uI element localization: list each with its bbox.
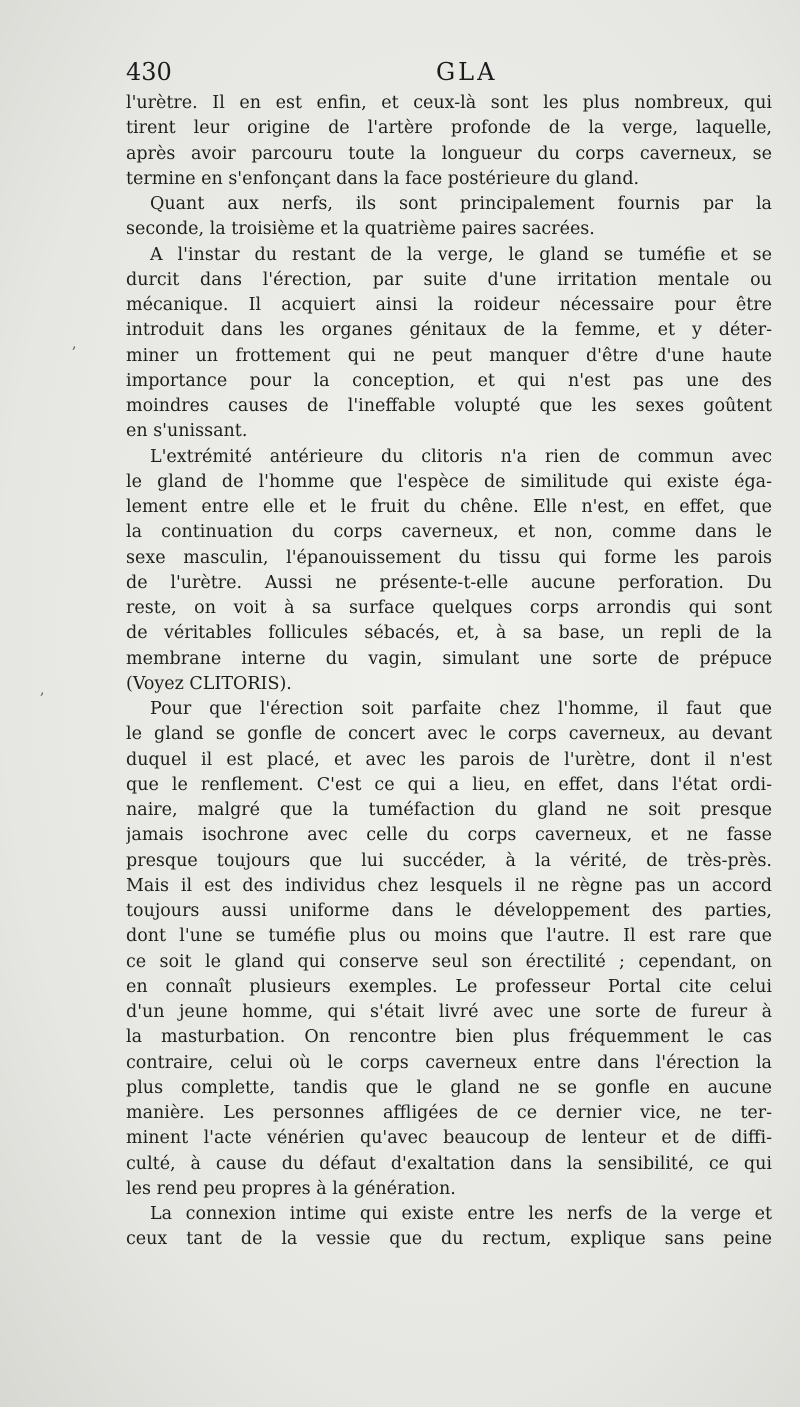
text-line: Pour que l'érection soit parfaite chez l'homme, il faut que	[150, 699, 772, 719]
text-line: le gland de l'homme que l'espèce de similitude qui existe éga-	[126, 471, 772, 492]
margin-mark: ,	[72, 336, 77, 352]
text-line: L'extrémité antérieure du clitoris n'a rien de commun avec	[150, 446, 772, 467]
text-line: seconde, la troisième et la quatrième paires sacrées.	[126, 219, 595, 240]
text-line: ce soit le gland qui conserve seul son érectilité ; cependant, on	[126, 951, 772, 972]
text-line: Mais il est des individus chez lesquels il ne règne pas un accord	[126, 875, 772, 896]
text-line: manière. Les personnes affligées de ce dernier vice, ne ter-	[126, 1103, 772, 1123]
text-line: sexe masculin, l'épanouissement du tissu qui forme les parois	[126, 547, 772, 568]
text-line: (Voyez CLITORIS).	[126, 673, 292, 694]
text-line: A l'instar du restant de la verge, le gland se tuméfie et se	[150, 244, 772, 265]
text-line: naire, malgré que la tuméfaction du gland ne soit presque	[126, 800, 772, 820]
text-line: lement entre elle et le fruit du chêne. Elle n'est, en effet, que	[126, 497, 772, 517]
text-line: reste, on voit à sa surface quelques corps arrondis qui sont	[126, 598, 772, 618]
text-line: que le renflement. C'est ce qui a lieu, en effet, dans l'état ordi-	[126, 774, 772, 795]
text-line: en s'unissant.	[126, 421, 248, 442]
text-line: Quant aux nerfs, ils sont principalement fournis par la	[150, 194, 772, 214]
text-line: jamais isochrone avec celle du corps caverneux, et ne fasse	[126, 825, 772, 846]
text-line: l'urètre. Il en est enfin, et ceux-là sont les plus nombreux, qui	[126, 93, 772, 113]
text-line: en connaît plusieurs exemples. Le professeur Portal cite celui	[126, 976, 772, 997]
text-line: duquel il est placé, et avec les parois de l'urètre, dont il n'est	[126, 749, 772, 770]
text-line: miner un frottement qui ne peut manquer d'être d'une haute	[126, 345, 772, 366]
running-title: GLA	[436, 58, 498, 86]
text-line: importance pour la conception, et qui n'est pas une des	[126, 370, 772, 391]
running-head	[126, 58, 772, 90]
text-line: le gland se gonfle de concert avec le corps caverneux, au devant	[126, 724, 772, 745]
text-line: ceux tant de la vessie que du rectum, explique sans peine	[126, 1229, 772, 1250]
text-line: culté, à cause du défaut d'exaltation dans la sensibilité, ce qui	[126, 1153, 772, 1174]
text-line: presque toujours que lui succéder, à la vérité, de très-près.	[126, 850, 772, 871]
body-text	[126, 91, 772, 1253]
text-line: moindres causes de l'ineffable volupté que les sexes goûtent	[126, 396, 772, 416]
text-line: de l'urètre. Aussi ne présente-t-elle aucune perforation. Du	[126, 572, 772, 593]
text-line: tirent leur origine de l'artère profonde de la verge, laquelle,	[126, 118, 772, 139]
text-line: minent l'acte vénérien qu'avec beaucoup de lenteur et de diffi-	[126, 1128, 772, 1149]
text-line: termine en s'enfonçant dans la face postérieure du gland.	[126, 168, 640, 189]
text-line: après avoir parcouru toute la longueur du corps caverneux, se	[126, 143, 772, 164]
margin-mark: ,	[40, 682, 45, 698]
text-line: la masturbation. On rencontre bien plus fréquemment le cas	[126, 1027, 772, 1048]
text-line: dont l'une se tuméfie plus ou moins que l'autre. Il est rare que	[126, 926, 772, 947]
text-line: les rend peu propres à la génération.	[126, 1178, 456, 1199]
text-line: contraire, celui où le corps caverneux entre dans l'érection la	[126, 1052, 772, 1073]
text-line: mécanique. Il acquiert ainsi la roideur nécessaire pour être	[126, 295, 772, 315]
text-line: membrane interne du vagin, simulant une sorte de prépuce	[126, 648, 772, 669]
text-line: la continuation du corps caverneux, et non, comme dans le	[126, 522, 772, 543]
text-line: durcit dans l'érection, par suite d'une irritation mentale ou	[126, 269, 772, 290]
text-line: toujours aussi uniforme dans le développement des parties,	[126, 901, 772, 921]
text-line: La connexion intime qui existe entre les nerfs de la verge et	[150, 1204, 772, 1224]
text-line: d'un jeune homme, qui s'était livré avec une sorte de fureur à	[126, 1002, 772, 1022]
page-number: 430	[126, 58, 172, 86]
text-line: plus complette, tandis que le gland ne se gonfle en aucune	[126, 1077, 772, 1098]
text-line: introduit dans les organes génitaux de la femme, et y déter-	[126, 320, 772, 341]
text-line: de véritables follicules sébacés, et, à sa base, un repli de la	[126, 623, 772, 644]
